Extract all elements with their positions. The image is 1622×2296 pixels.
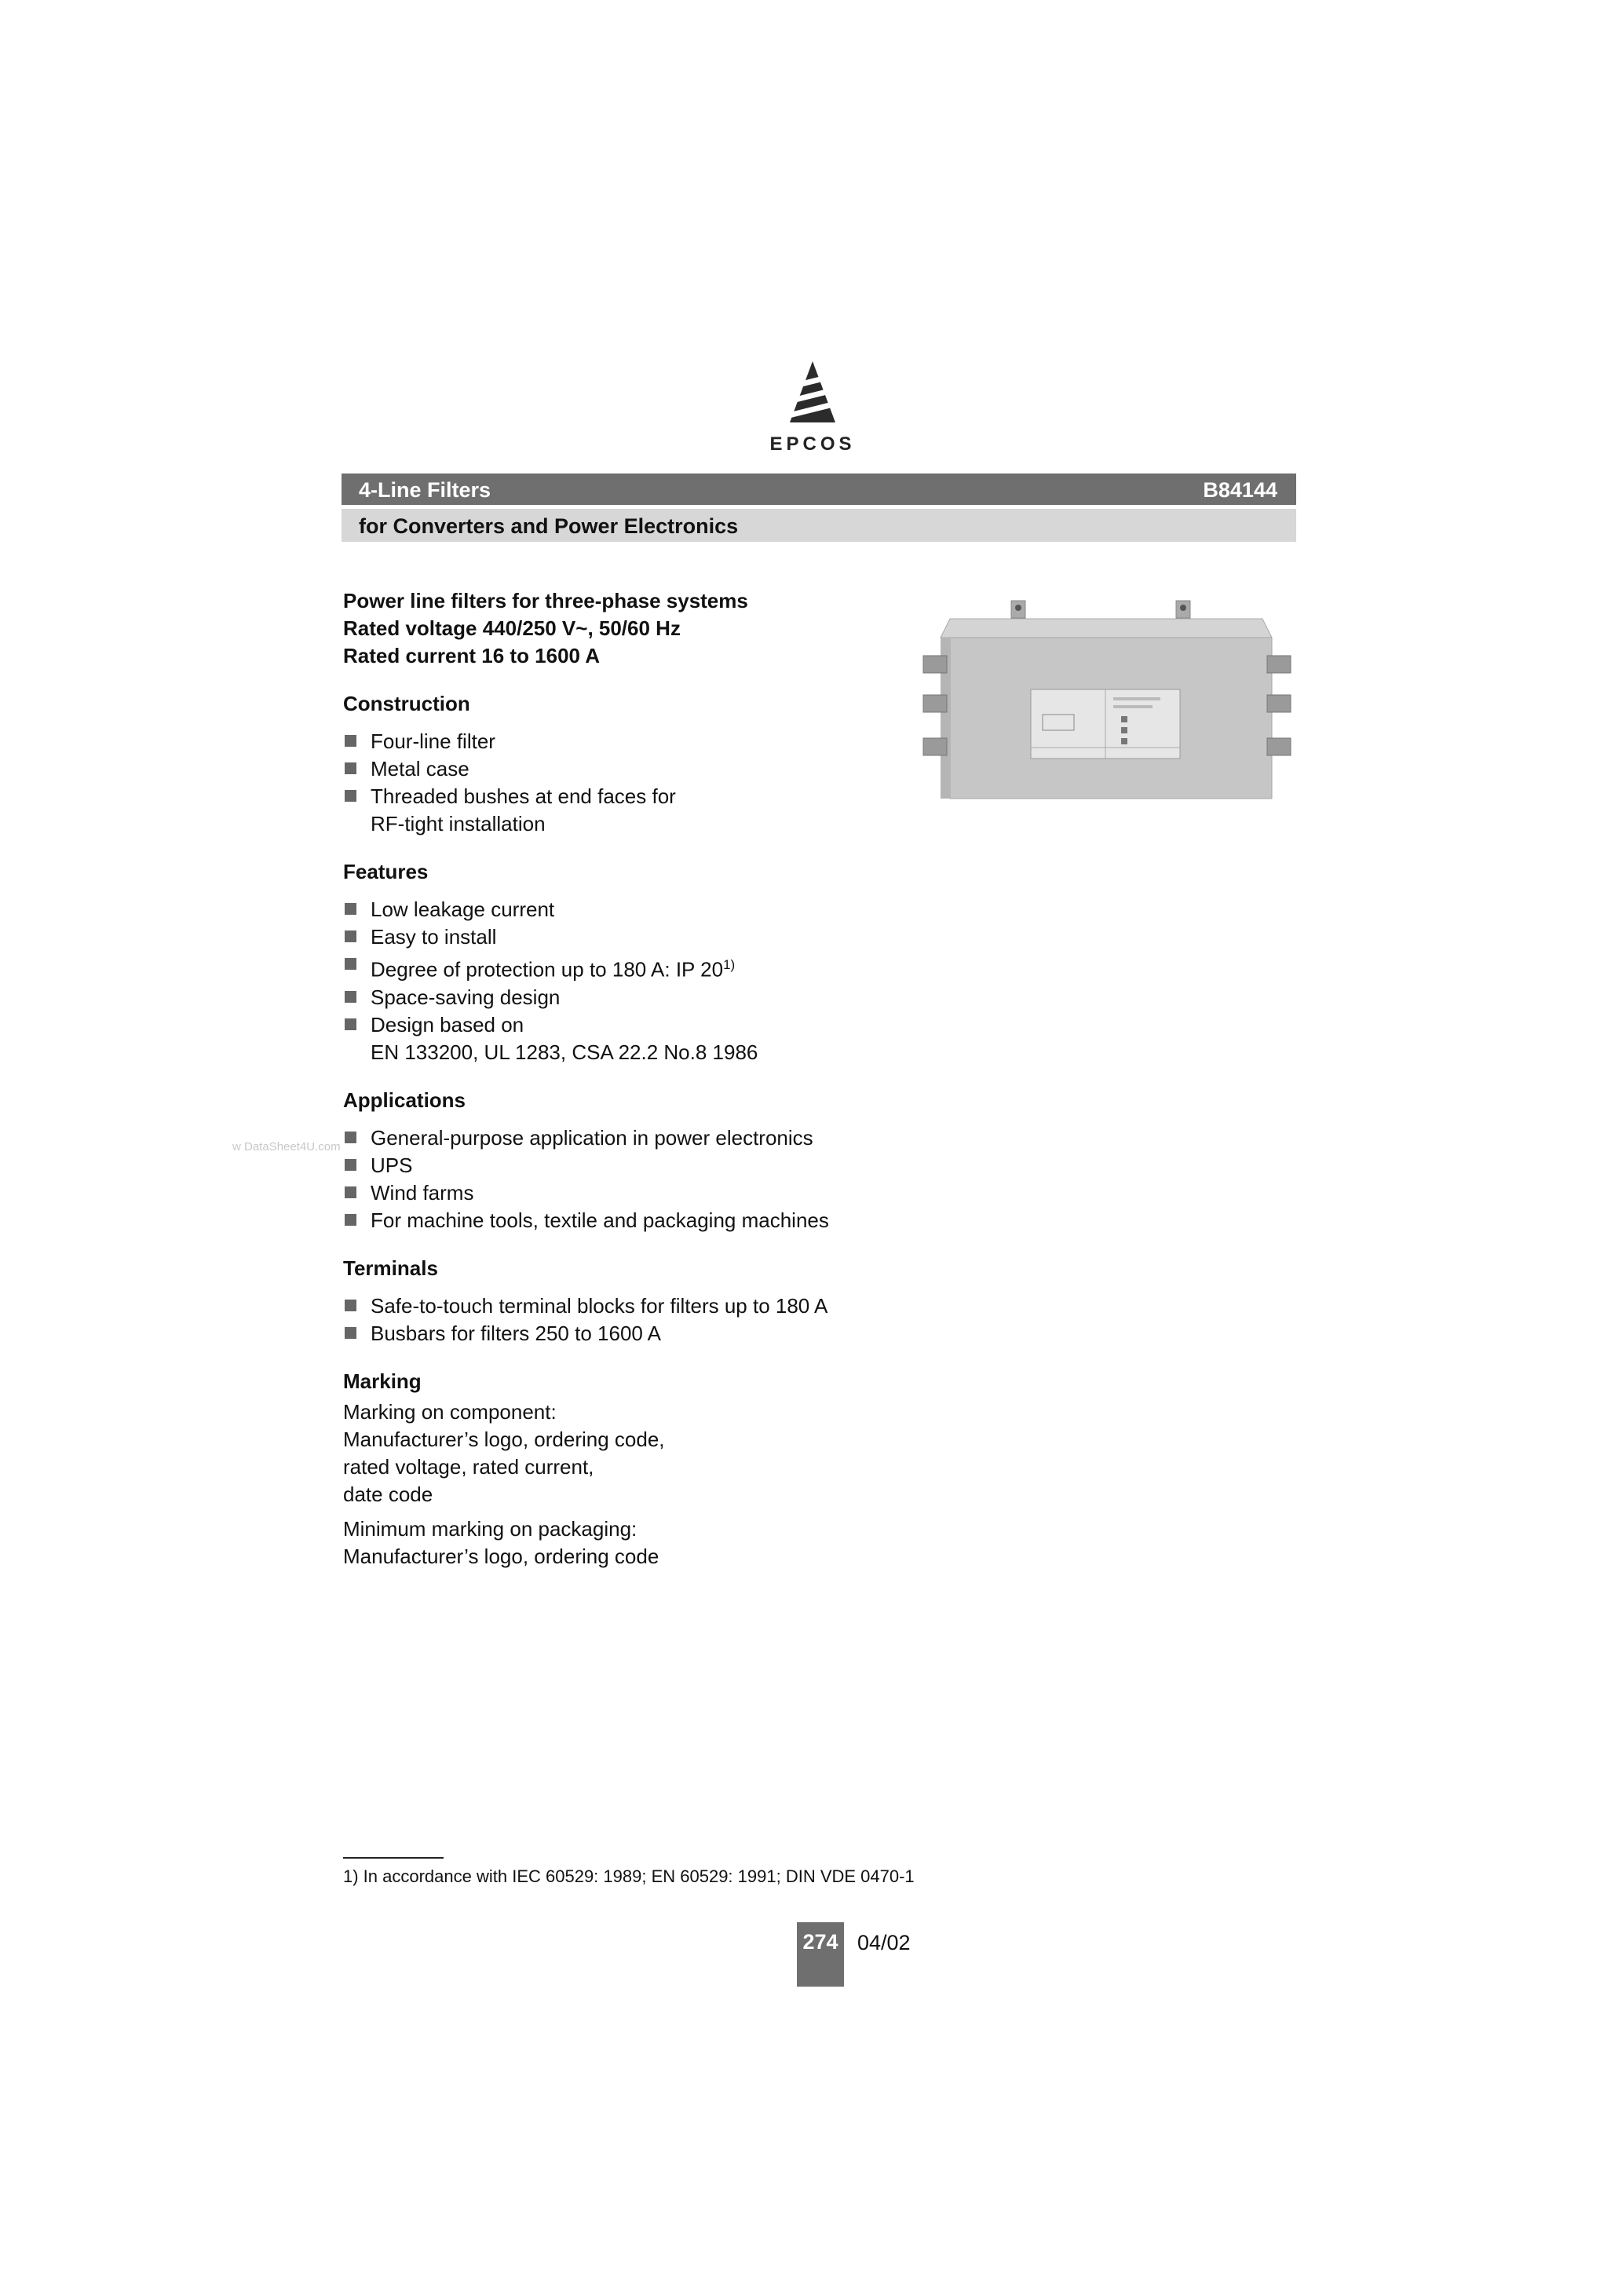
marking-line: Minimum marking on packaging: <box>343 1516 637 1541</box>
marking-line: Marking on component: <box>343 1399 557 1424</box>
footnote-ref: 1) <box>723 957 736 972</box>
list-item-text: Degree of protection up to 180 A: IP 20 <box>371 957 724 982</box>
product-photo <box>917 597 1294 809</box>
section-heading-applications: Applications <box>343 1088 466 1112</box>
section-heading-construction: Construction <box>343 692 470 715</box>
section-heading-terminals: Terminals <box>343 1256 438 1280</box>
applications-list <box>343 1124 893 1234</box>
intro-line: Rated voltage 440/250 V~, 50/60 Hz <box>343 616 681 640</box>
construction-list <box>343 728 893 810</box>
marking-line: Manufacturer’s logo, ordering code, <box>343 1427 665 1451</box>
list-item: Metal case <box>343 755 893 783</box>
page-subtitle: for Converters and Power Electronics <box>359 514 739 538</box>
page-title: 4-Line Filters <box>359 478 491 502</box>
issue-date: 04/02 <box>857 1931 911 1954</box>
product-code: B84144 <box>1203 478 1277 502</box>
footnote-rule <box>343 1857 444 1859</box>
list-item: Threaded bushes at end faces for <box>343 783 893 810</box>
epcos-logo-icon <box>780 361 845 427</box>
section-heading-features: Features <box>343 860 429 883</box>
list-item: For machine tools, textile and packaging machines <box>343 1207 893 1234</box>
marking-line: date code <box>343 1482 433 1506</box>
list-item: Wind farms <box>343 1179 893 1207</box>
epcos-logo <box>762 361 864 459</box>
list-item <box>343 951 893 984</box>
section-heading-marking: Marking <box>343 1369 422 1393</box>
list-item: Easy to install <box>343 923 893 951</box>
list-item: General-purpose application in power electronics <box>343 1124 893 1152</box>
main-content <box>343 587 893 1570</box>
terminals-list <box>343 1292 893 1347</box>
list-item: UPS <box>343 1152 893 1179</box>
list-item-continuation: EN 133200, UL 1283, CSA 22.2 No.8 1986 <box>371 1040 758 1064</box>
features-list <box>343 896 893 1039</box>
list-item-continuation: RF-tight installation <box>371 812 546 835</box>
list-item: Safe-to-touch terminal blocks for filters up to 180 A <box>343 1292 893 1320</box>
marking-line: Manufacturer’s logo, ordering code <box>343 1544 659 1568</box>
intro-line: Power line filters for three-phase systems <box>343 589 748 612</box>
list-item: Design based on <box>343 1011 893 1039</box>
watermark: w DataSheet4U.com <box>232 1140 341 1153</box>
page-number: 274 <box>797 1922 844 1987</box>
intro-line: Rated current 16 to 1600 A <box>343 644 601 667</box>
list-item: Four-line filter <box>343 728 893 755</box>
list-item: Busbars for filters 250 to 1600 A <box>343 1320 893 1347</box>
footnote: 1) In accordance with IEC 60529: 1989; EN 60529: 1991; DIN VDE 0470-1 <box>343 1866 915 1886</box>
title-bar <box>342 473 1296 505</box>
marking-line: rated voltage, rated current, <box>343 1454 594 1479</box>
subtitle-bar <box>342 509 1296 542</box>
intro-block <box>343 587 893 670</box>
list-item: Low leakage current <box>343 896 893 923</box>
list-item: Space-saving design <box>343 984 893 1011</box>
logo-text: EPCOS <box>769 433 856 455</box>
